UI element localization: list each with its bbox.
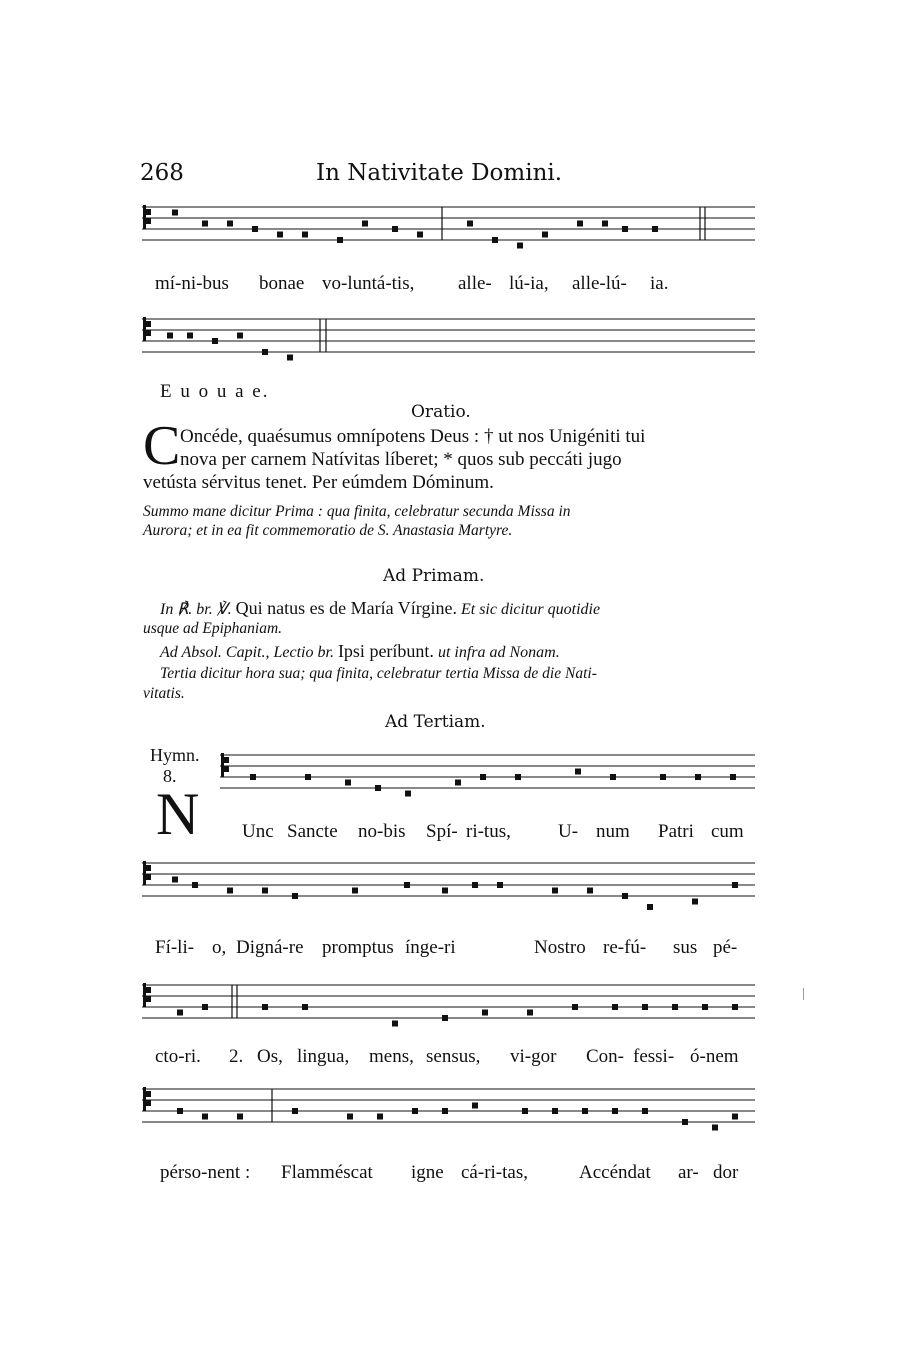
lyric-syllable: lú-ia, [509,273,549,294]
neume [642,1004,648,1010]
neume [412,1108,418,1114]
neume [472,882,478,888]
neume [302,1004,308,1010]
neume [610,774,616,780]
ad-primam-line-5: vitatis. [143,685,185,702]
neume [612,1004,618,1010]
neume [305,774,311,780]
neume [467,221,473,227]
neume [552,1108,558,1114]
neume [660,774,666,780]
clef-mark [143,317,146,341]
lyric-syllable: Unc [242,821,274,842]
neume [692,899,698,905]
neume [404,882,410,888]
lyric-syllable: 2. [229,1046,244,1067]
neume [587,888,593,894]
neume [455,780,461,786]
running-title: In Nativitate Domini. [316,160,563,186]
ad-tertiam-heading: Ad Tertiam. [385,712,486,732]
clef-mark [146,865,151,871]
neume [602,221,608,227]
chant-staff-3 [220,751,755,801]
lyric-syllable: vi-gor [510,1046,557,1067]
lyric-syllable: cá-ri-tas, [461,1162,528,1183]
lyric-syllable: U- [558,821,579,842]
neume [442,1015,448,1021]
chant-staff-4 [142,859,755,909]
neume [227,888,233,894]
rubric-text: Ad Absol. Capit., Lectio br. [160,644,334,661]
neume [352,888,358,894]
neume [237,1114,243,1120]
lyric-syllable: promptus [322,937,394,958]
chant-staff-2 [142,315,755,365]
lyric-syllable: num [596,821,630,842]
neume [202,221,208,227]
neume [405,791,411,797]
ad-primam-line-4: Tertia dicitur hora sua; qua finita, celebratur tertia Missa de die Nati- [160,665,597,682]
neume [302,232,308,238]
rubric-line-1: Summo mane dicitur Prima : qua finita, celebratur secunda Missa in [143,503,571,520]
clef-mark [143,861,146,885]
margin-mark [803,988,804,1000]
neume [417,232,423,238]
lyric-syllable: Flamméscat [281,1162,373,1183]
neume [732,1114,738,1120]
neume [172,210,178,216]
clef-mark [146,874,151,880]
neume [480,774,486,780]
neume [515,774,521,780]
neume [582,1108,588,1114]
lyric-syllable: no-bis [358,821,406,842]
neume [642,1108,648,1114]
neume [552,888,558,894]
neume [732,882,738,888]
euouae-text: E u o u a e. [160,381,270,402]
oratio-initial: C [143,415,181,477]
neume [250,774,256,780]
neume [345,780,351,786]
clef-mark [146,996,151,1002]
neume [392,226,398,232]
lyric-syllable: ia. [650,273,669,294]
rubric-line-2: Aurora; et in ea fit commemoratio de S. Anastasia Martyre. [143,522,513,539]
lyric-syllable: mens, [369,1046,414,1067]
lyric-syllable: alle-lú- [572,273,627,294]
neume [622,893,628,899]
lyric-syllable: ó-nem [690,1046,739,1067]
neume [472,1103,478,1109]
lyric-syllable: dor [713,1162,739,1183]
lyric-syllable: Accéndat [579,1162,651,1183]
lyric-syllable: alle- [458,273,492,294]
hymn-initial: N [156,781,200,847]
hymn-number: 8. [163,766,177,786]
lyric-syllable: pérso-nent : [160,1162,251,1183]
lyric-syllable: Nostro [534,937,586,958]
clef-mark [224,766,229,772]
chant-staff-5 [142,981,755,1031]
oratio-line-1: Oncéde, quaésumus omnípotens Deus : † ut nos Unigéniti tui [180,426,646,447]
neume [212,338,218,344]
clef-mark [143,1087,146,1111]
neume [347,1114,353,1120]
neume [492,237,498,243]
chant-staff-6 [142,1085,755,1135]
hymn-label: Hymn. [150,745,200,765]
neume [177,1108,183,1114]
clef-mark [221,753,224,777]
ad-primam-line-3 [160,641,560,662]
ad-primam-line-2: usque ad Epiphaniam. [143,620,283,637]
lyric-syllable: sus [673,937,698,958]
lyric-syllable: ri-tus, [466,821,511,842]
lyric-syllable: ar- [678,1162,699,1183]
neume [202,1114,208,1120]
lyric-syllable: fessi- [633,1046,675,1067]
neume [682,1119,688,1125]
lyric-syllable: ínge-ri [405,937,456,958]
neume [732,1004,738,1010]
neume [362,221,368,227]
lyric-syllable: pé- [713,937,738,958]
clef-mark [146,1100,151,1106]
rubric-text: In ℟. br. ℣. [160,601,232,618]
neume [442,1108,448,1114]
neume [542,232,548,238]
lyric-syllable: cto-ri. [155,1046,201,1067]
clef-mark [146,321,151,327]
neume [497,882,503,888]
neume [287,355,293,361]
neume [527,1010,533,1016]
clef-mark [146,987,151,993]
lyric-syllable: Digná-re [236,937,304,958]
clef-mark [143,983,146,1007]
lyric-syllable: mí-ni-bus [155,273,229,294]
neume [672,1004,678,1010]
neume [730,774,736,780]
neume [237,333,243,339]
lyric-syllable: lingua, [297,1046,350,1067]
neume [167,333,173,339]
lyric-syllable: o, [212,937,227,958]
neume [192,882,198,888]
neume [695,774,701,780]
neume [517,243,523,249]
neume [292,893,298,899]
neume [392,1021,398,1027]
lyric-syllable: bonae [259,273,305,294]
clef-mark [143,205,146,229]
chant-staff-1 [142,203,755,253]
lyric-syllable: cum [711,821,744,842]
clef-mark [146,218,151,224]
neume [577,221,583,227]
neume [575,769,581,775]
clef-mark [146,1091,151,1097]
neume [522,1108,528,1114]
neume [572,1004,578,1010]
neume [227,221,233,227]
neume [652,226,658,232]
body-text: Qui natus es de María Vírgine. [235,598,457,618]
neume [337,237,343,243]
neume [252,226,258,232]
lyric-syllable: re-fú- [603,937,647,958]
neume [187,333,193,339]
ad-primam-heading: Ad Primam. [383,566,485,586]
neume [177,1010,183,1016]
lyric-syllable: Fí-li- [155,937,195,958]
neume [292,1108,298,1114]
neume [482,1010,488,1016]
clef-mark [146,330,151,336]
lyric-syllable: Sancte [287,821,338,842]
page-number: 268 [140,160,184,186]
clef-mark [224,757,229,763]
neume [262,888,268,894]
rubric-text: Et sic dicitur quotidie [460,601,601,618]
neume [377,1114,383,1120]
oratio-heading: Oratio. [411,402,471,422]
rubric-text: ut infra ad Nonam. [437,644,560,661]
lyric-syllable: Os, [257,1046,283,1067]
neume [262,1004,268,1010]
neume [622,226,628,232]
neume [442,888,448,894]
neume [612,1108,618,1114]
neume [712,1125,718,1131]
lyric-syllable: vo-luntá-tis, [322,273,415,294]
clef-mark [146,209,151,215]
neume [702,1004,708,1010]
neume [375,785,381,791]
neume [262,349,268,355]
oratio-line-3: vetústa sérvitus tenet. Per eúmdem Dóminum. [143,472,494,493]
neume [647,904,653,910]
lyric-syllable: Patri [658,821,694,842]
neume [202,1004,208,1010]
lyric-syllable: Spí- [426,821,458,842]
oratio-line-2: nova per carnem Natívitas líberet; * quos sub peccáti jugo [180,449,622,470]
lyric-syllable: igne [411,1162,444,1183]
neume [277,232,283,238]
body-text: Ipsi períbunt. [337,641,434,661]
neume [172,877,178,883]
lyric-syllable: Con- [586,1046,624,1067]
ad-primam-line-1 [160,598,600,619]
lyric-syllable: sensus, [426,1046,481,1067]
